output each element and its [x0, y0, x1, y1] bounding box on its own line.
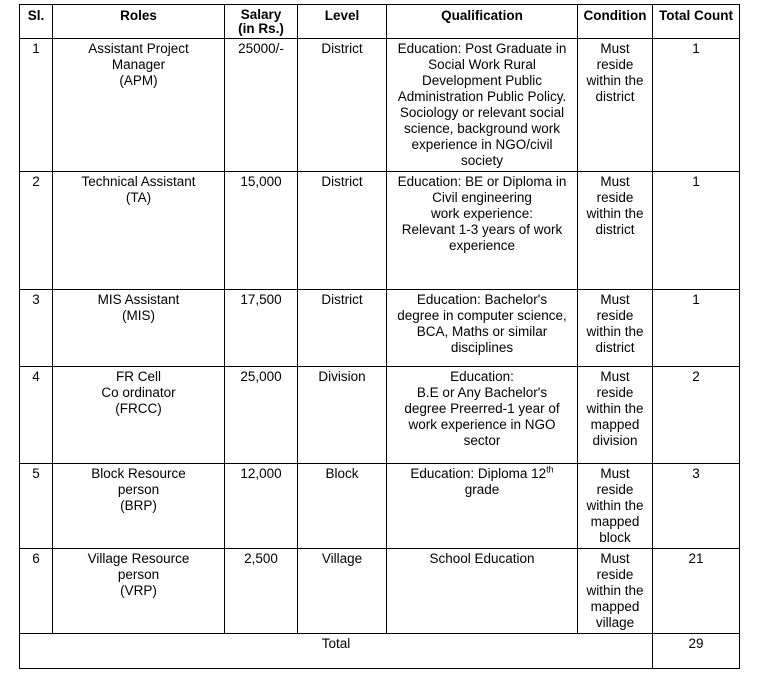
table-row [20, 172, 740, 290]
row-sl: 3 [20, 290, 53, 367]
row-condition: Must reside within the district [578, 290, 653, 367]
qualification-superscript: th [546, 464, 554, 475]
row-count: 3 [653, 464, 740, 549]
row-count: 1 [653, 39, 740, 172]
header-total-count: Total Count [653, 5, 740, 39]
qualification-text-tail: grade [464, 482, 500, 497]
row-level: Block [298, 464, 387, 549]
row-qualification: Education: Bachelor's degree in computer science, BCA, Maths or similar disciplines [387, 290, 578, 367]
row-count: 21 [653, 549, 740, 634]
header-sl: Sl. [20, 5, 53, 39]
row-count: 2 [653, 367, 740, 464]
row-level: District [298, 39, 387, 172]
row-sl: 1 [20, 39, 53, 172]
row-condition: Must reside within the mapped village [578, 549, 653, 634]
row-qualification: Education: Post Graduate in Social Work Rural Development Public Administration Public Policy. Sociology or relevant social science, background work experience in NGO/civil society [387, 39, 578, 172]
row-count: 1 [653, 290, 740, 367]
row-level: Division [298, 367, 387, 464]
row-qualification: Education: BE or Diploma in Civil engineering work experience: Relevant 1-3 years of work experience [387, 172, 578, 290]
row-sl: 4 [20, 367, 53, 464]
row-condition: Must reside within the district [578, 172, 653, 290]
header-qualification: Qualification [387, 5, 578, 39]
row-role: Technical Assistant (TA) [53, 172, 225, 290]
total-row [20, 634, 740, 669]
row-salary: 12,000 [225, 464, 298, 549]
row-condition: Must reside within the mapped division [578, 367, 653, 464]
row-sl: 6 [20, 549, 53, 634]
qualification-text: Education: Diploma 12 [410, 466, 547, 481]
header-condition: Condition [578, 5, 653, 39]
table-row [20, 549, 740, 634]
total-label: Total [20, 634, 653, 669]
row-role: Village Resource person (VRP) [53, 549, 225, 634]
table-row [20, 367, 740, 464]
recruitment-table [19, 4, 740, 669]
row-salary: 25,000 [225, 367, 298, 464]
header-row [20, 5, 740, 39]
row-salary: 15,000 [225, 172, 298, 290]
table-row [20, 464, 740, 549]
row-sl: 5 [20, 464, 53, 549]
row-count: 1 [653, 172, 740, 290]
row-condition: Must reside within the mapped block [578, 464, 653, 549]
table-row [20, 290, 740, 367]
row-salary: 17,500 [225, 290, 298, 367]
row-role: FR Cell Co ordinator (FRCC) [53, 367, 225, 464]
row-level: District [298, 290, 387, 367]
row-qualification: Education: B.E or Any Bachelor's degree Preerred-1 year of work experience in NGO sector [387, 367, 578, 464]
row-salary: 2,500 [225, 549, 298, 634]
row-salary: 25000/- [225, 39, 298, 172]
row-qualification [387, 464, 578, 549]
header-roles: Roles [53, 5, 225, 39]
row-level: Village [298, 549, 387, 634]
row-condition: Must reside within the district [578, 39, 653, 172]
header-salary: Salary (in Rs.) [225, 5, 298, 39]
row-qualification: School Education [387, 549, 578, 634]
row-role: MIS Assistant (MIS) [53, 290, 225, 367]
row-role: Assistant Project Manager (APM) [53, 39, 225, 172]
row-sl: 2 [20, 172, 53, 290]
table-row [20, 39, 740, 172]
total-count: 29 [653, 634, 740, 669]
row-role: Block Resource person (BRP) [53, 464, 225, 549]
header-level: Level [298, 5, 387, 39]
row-level: District [298, 172, 387, 290]
